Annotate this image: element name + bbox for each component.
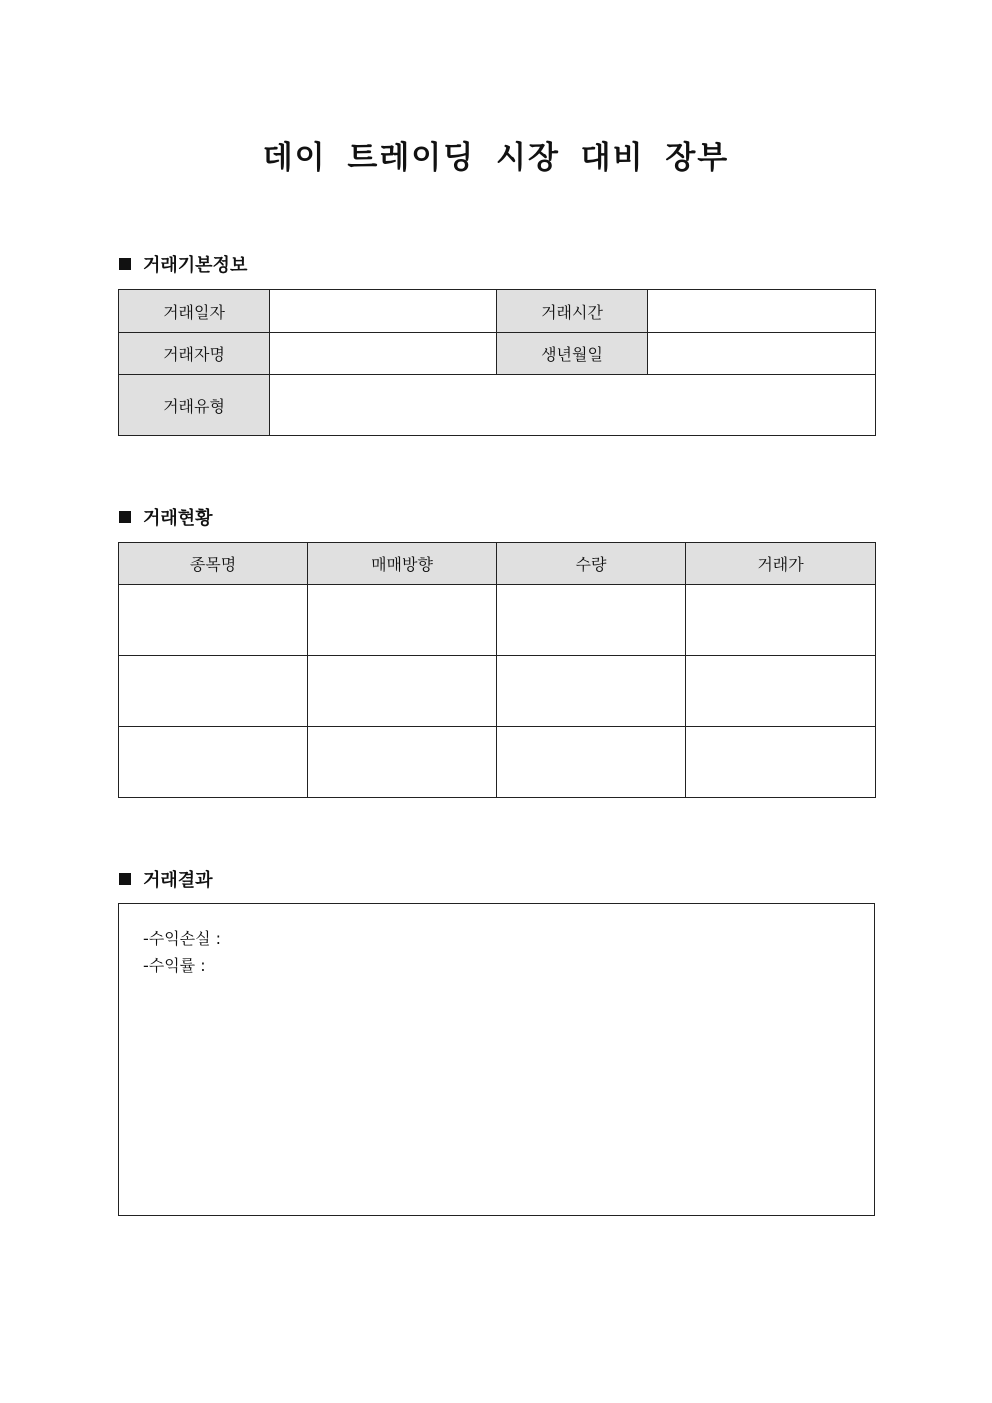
trade-date-label: 거래일자 <box>119 290 270 333</box>
birth-date-field[interactable] <box>648 333 876 375</box>
quantity-cell[interactable] <box>497 727 686 798</box>
trade-status-table <box>118 542 876 798</box>
table-row <box>119 727 876 798</box>
trader-name-label: 거래자명 <box>119 333 270 375</box>
table-row <box>119 333 876 375</box>
section-heading-result <box>119 867 213 891</box>
item-name-cell[interactable] <box>119 727 308 798</box>
square-bullet-icon <box>119 873 131 885</box>
page-title: 데이 트레이딩 시장 대비 장부 <box>262 140 730 176</box>
trade-type-label: 거래유형 <box>119 375 270 436</box>
table-row <box>119 585 876 656</box>
table-row <box>119 375 876 436</box>
trade-result-box[interactable] <box>118 903 875 1216</box>
section-heading-text: 거래결과 <box>143 870 213 891</box>
table-row <box>119 656 876 727</box>
birth-date-label: 생년월일 <box>497 333 648 375</box>
table-header-row <box>119 543 876 585</box>
trade-time-label: 거래시간 <box>497 290 648 333</box>
direction-cell[interactable] <box>308 656 497 727</box>
column-header-item-name: 종목명 <box>119 543 308 585</box>
price-cell[interactable] <box>686 727 876 798</box>
table-row <box>119 290 876 333</box>
quantity-cell[interactable] <box>497 585 686 656</box>
basic-info-table <box>118 289 876 436</box>
trade-date-field[interactable] <box>270 290 497 333</box>
section-heading-status <box>119 505 213 529</box>
square-bullet-icon <box>119 258 131 270</box>
quantity-cell[interactable] <box>497 656 686 727</box>
profit-rate-label: -수익률 : <box>143 956 206 975</box>
trader-name-field[interactable] <box>270 333 497 375</box>
column-header-direction: 매매방향 <box>308 543 497 585</box>
item-name-cell[interactable] <box>119 585 308 656</box>
column-header-quantity: 수량 <box>497 543 686 585</box>
price-cell[interactable] <box>686 585 876 656</box>
section-heading-text: 거래기본정보 <box>143 255 248 276</box>
square-bullet-icon <box>119 511 131 523</box>
profit-loss-label: -수익손실 : <box>143 929 222 948</box>
section-heading-basic-info <box>119 252 247 276</box>
item-name-cell[interactable] <box>119 656 308 727</box>
section-heading-text: 거래현황 <box>143 508 213 529</box>
trade-type-field[interactable] <box>270 375 876 436</box>
direction-cell[interactable] <box>308 585 497 656</box>
trade-time-field[interactable] <box>648 290 876 333</box>
price-cell[interactable] <box>686 656 876 727</box>
direction-cell[interactable] <box>308 727 497 798</box>
column-header-price: 거래가 <box>686 543 876 585</box>
